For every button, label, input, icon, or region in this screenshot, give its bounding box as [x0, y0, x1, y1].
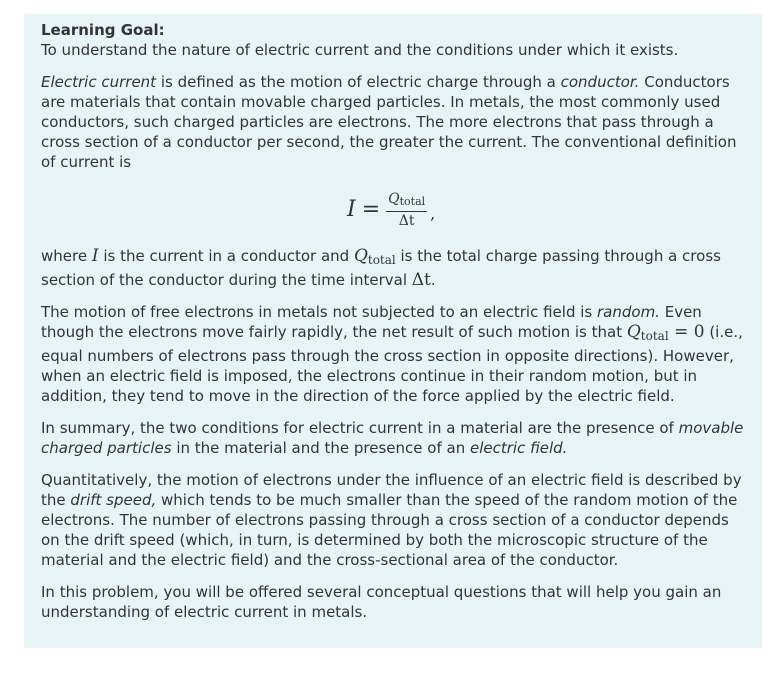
- paragraph-definition: [41, 72, 744, 172]
- text-span: which tends to be much smaller than the speed of the random motion of the electrons. The number of electrons passing through a cross section of a conductor depends on the drift speed (which, in turn, is determined by both the microscopic structure of the material and the electric field) and the cross-sectional area of the conductor.: [41, 491, 738, 569]
- learning-goal-text: To understand the nature of electric current and the conditions under which it exists.: [41, 41, 679, 59]
- paragraph-drift-speed: [41, 470, 744, 570]
- paragraph-problem-intro: In this problem, you will be offered several conceptual questions that will help you gain an understanding of electric current in metals.: [41, 583, 722, 621]
- current-equation: [347, 184, 435, 236]
- math-q-sub: total: [640, 329, 669, 343]
- math-q: Q: [353, 246, 368, 266]
- numerator-sub: total: [399, 195, 426, 208]
- math-q-sub: total: [367, 253, 396, 267]
- term-electric-current: Electric current: [41, 73, 157, 91]
- fraction-denominator: Δt: [398, 213, 415, 229]
- term-electric-field: electric field.: [469, 439, 568, 457]
- text-span: (i.e., equal numbers of electrons pass through the cross section in opposite directions). However, when an electric field is imposed, the electrons continue in their random motion, but in addition, they tend to move in the direction of the force applied by the electric field.: [41, 323, 743, 405]
- text-span: .: [430, 271, 436, 289]
- text-span: Even though the electrons move fairly rapidly, the net result of such motion is that: [41, 303, 702, 341]
- term-movable-charged-particles: movable charged particles: [41, 419, 744, 457]
- text-span: is the total charge passing through a cross section of the conductor during the time interval: [41, 247, 721, 289]
- text-span: Quantitatively, the motion of electrons under the influence of an electric field is described by the: [41, 471, 742, 509]
- learning-goal-panel: [24, 14, 762, 648]
- paragraph-summary: [41, 418, 744, 458]
- paragraph-where: [41, 246, 744, 290]
- text-span: in the material and the presence of an: [171, 439, 470, 457]
- equation-comma: ,: [430, 204, 436, 223]
- equation-fraction: [386, 191, 427, 229]
- learning-goal: [41, 20, 744, 60]
- math-i: I: [91, 246, 99, 266]
- text-span: In summary, the two conditions for electric current in a material are the presence of: [41, 419, 679, 437]
- fraction-bar: [386, 211, 427, 212]
- text-span: Conductors are materials that contain movable charged particles. In metals, the most commonly used conductors, such charged particles are electrons. The more electrons that pass through a cross section of a conductor per second, the greater the current. The conventional definition of current is: [41, 73, 737, 171]
- math-delta-t: Δt: [411, 270, 431, 290]
- text-span: is the current in a conductor and: [98, 247, 354, 265]
- text-span: where: [41, 247, 92, 265]
- text-span: is defined as the motion of electric charge through a: [156, 73, 561, 91]
- term-drift-speed: drift speed,: [70, 491, 157, 509]
- text-span: The motion of free electrons in metals not subjected to an electric field is: [41, 303, 597, 321]
- term-conductor: conductor.: [560, 73, 640, 91]
- learning-goal-title: Learning Goal:: [41, 21, 165, 39]
- term-random: random.: [597, 303, 660, 321]
- current-equation-block: [41, 184, 744, 236]
- equation-equals: =: [361, 197, 381, 222]
- math-equals-zero: = 0: [668, 322, 705, 342]
- paragraph-random-motion: [41, 302, 744, 406]
- numerator-var: Q: [388, 191, 400, 207]
- equation-lhs: I: [347, 197, 356, 222]
- math-q: Q: [626, 322, 641, 342]
- fraction-numerator: [386, 191, 427, 210]
